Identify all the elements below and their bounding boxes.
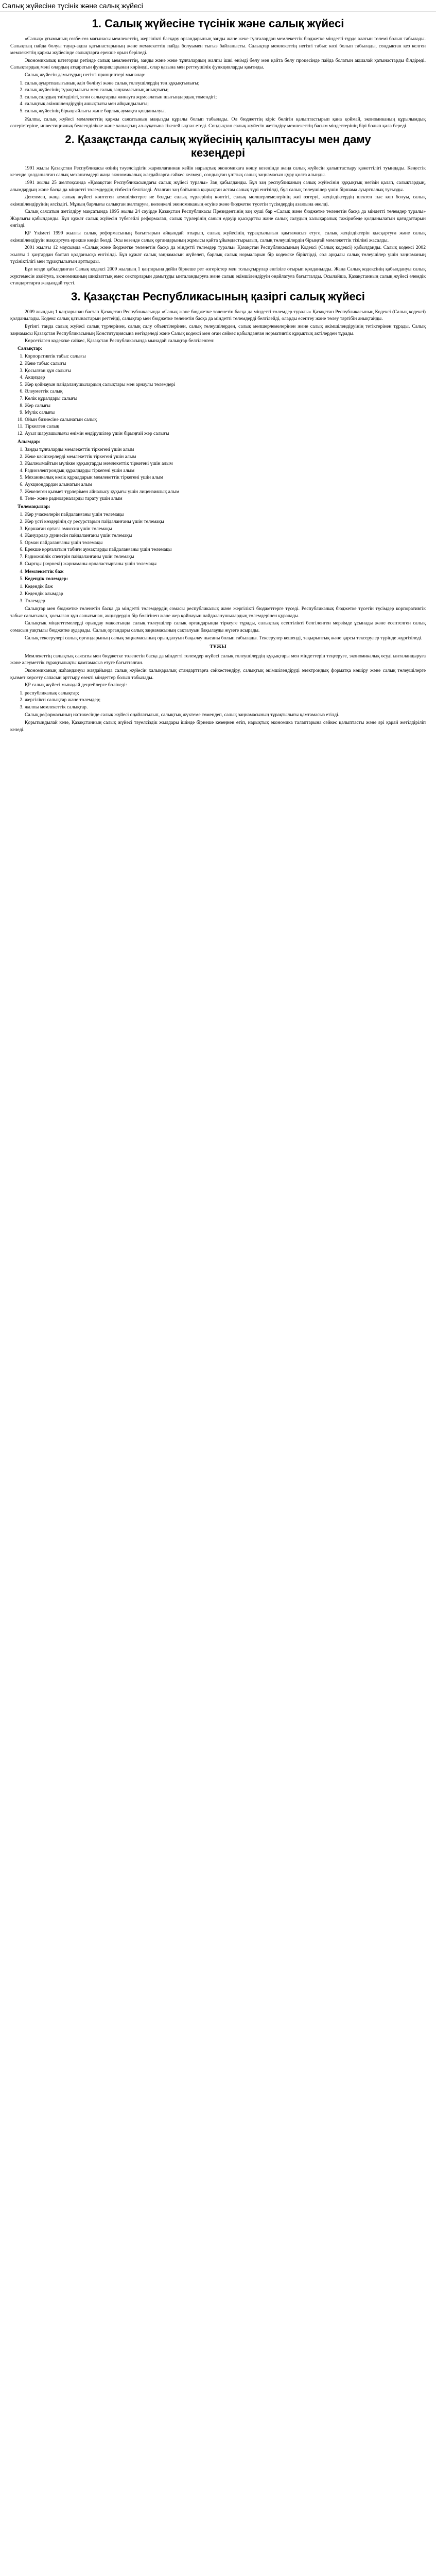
paragraph: Салық тексерулері салық органдарының салық заңнамасының орындалуын бақылау нысаны болып табылады. Тексерулер кешенді, тақырыптық және қарсы тексерулер түрінде жүргізіледі. [25, 635, 423, 641]
list-item: 1. Заңды тұлғаларды мемлекеттік тіркегені үшін алым [25, 446, 426, 453]
list-item: 7. Радиожиілік спектрін пайдаланғаны үшін төлемақы [25, 553, 426, 561]
paragraph: ҚР салық жүйесі мынадай деңгейлерге бөлінеді: [25, 682, 127, 688]
list-item: 3. Төлемдер [25, 598, 426, 605]
list-item: 10. Ойын бизнесіне салынатын салық [25, 416, 426, 423]
list-item: 5. салық жүйесінің бірыңғайлығы және барлық аумақта қолданылуы. [25, 108, 426, 115]
paragraph: Көрсетілген кодекске сәйкес, Қазақстан Республикасында мынадай салықтар белгіленген: [25, 338, 215, 344]
principles-list [10, 80, 426, 115]
list-item: 8. Теле- және радиоарналарды тарату үшін алым [25, 495, 426, 502]
list-item: 5. Жер қойнауын пайдаланушылардың салықтары мен арнаулы төлемдері [25, 381, 426, 388]
paragraph: Салық жүйесін дамытудың негізгі принциптері мыналар: [25, 72, 146, 78]
document-body [0, 12, 436, 733]
list-item: 1. салық ауыртпалығының әділ бөлінуі және салық төлеушілердің тең құқықтылығы; [25, 80, 426, 87]
list-item: 1. Корпоративтік табыс салығы [25, 353, 426, 360]
list-item: 8. Сыртқы (көрнекі) жарнаманы орналастырғаны үшін төлемақы [25, 561, 426, 568]
paragraph: Экономиканың жаһандануы жағдайында салық жүйесін халықаралық стандарттарға сәйкестендіру, салықтық әкімшілендіруді электрондық форматқа көшіру және салық төлеушілерге қызмет көрсету сапасын арттыру өзекті міндеттер болып табылады. [10, 667, 426, 681]
list-item: 2. Кедендік алымдар [25, 590, 426, 598]
list-item: 2. Жеке табыс салығы [25, 360, 426, 367]
list-item: 3. салық салудың тиімділігі, яғни салықтарды жинауға жұмсалатын шығындардың төмендігі; [25, 94, 426, 101]
paragraph: «Салық» ұғымының сөзбе-сөз мағынасы мемлекеттің, жергілікті басқару органдарының заңды және жеке тұлғалардан мемлекеттік бюджетке міндетті түрде алатын төлемі болып табылады. Салықтың пайда болуы тауар-ақша қатынастарының және мемлекеттің пайда болуымен тығыз байланысты. Салықтар мемлекеттің негізгі табыс көзі болып табылады, сондықтан кез келген мемлекеттің қаржы жүйесінде салықтарға ерекше орын беріледі. [10, 36, 426, 56]
paragraph: Жалпы, салық жүйесі мемлекеттің қаржы саясатының маңызды құралы болып табылады. Ол бюджеттің кіріс бөлігін қалыптастырып қана қоймай, экономиканың құрылымдық өзгерістеріне, инвестициялық белсенділікке және халықтың әл-ауқатына тікелей ықпал етеді. Сондықтан салық жүйесін жетілдіру мемлекеттің басым міндеттерінің бірі болып қала береді. [10, 116, 426, 129]
list-item: 2. жергілікті салықтар және төлемдер; [25, 697, 426, 704]
list-item: 2. Жеке кәсіпкерлерді мемлекеттік тіркегені үшін алым [25, 453, 426, 461]
list-item: 4. салықтық әкімшілендірудің ашықтығы мен айқындылығы; [25, 100, 426, 108]
list-item: 8. Жер салығы [25, 402, 426, 410]
paragraph: Бүгінгі таңда салық жүйесі салық түрлерінен, салық салу объектілерінен, салық төлеушілерден, салық мөлшерлемелерінен және салық әкімшілендіруінің тетіктерінен тұрады. Салық заңнамасы Қазақстан Республикасының Конституциясына негізделеді және Салық кодексі мен оған сәйкес қабылданған нормативтік құқықтық актілерден тұрады. [10, 324, 426, 336]
list-item [25, 568, 426, 575]
paragraph: 2009 жылдың 1 қаңтарынан бастап Қазақстан Республикасында «Салық және бюджетке төленетін басқа да міндетті төлемдер туралы» Қазақстан Республикасының Кодексі (Салық кодексі) қолданылады. Кодекс салық қатынастарын реттейді, салықтар мен бюджетке төленетін басқа да міндетті төлемдерді белгілейді, оларды есептеу және төлеу тәртібін анықтайды. [10, 309, 426, 322]
list-item: 6. Аукциондардан алынатын алым [25, 481, 426, 488]
list-item: 7. Көлік құралдары салығы [25, 395, 426, 402]
payments-list [10, 511, 426, 567]
customs-label: Кедендік төлемдер: [25, 575, 68, 582]
paragraph: Салық реформасының нәтижесінде салық жүйесі оңайлатылып, салықтық жүктеме төмендеп, салық заңнамасының тұрақтылығы қамтамасыз етілді. [25, 712, 340, 718]
paragraph: 2001 жылғы 12 маусымда «Салық және бюджетке төленетін басқа да міндетті төлемдер туралы» Қазақстан Республикасының Кодексі (Салық кодексі) қабылданды. Салық кодексі 2002 жылғы 1 қаңтардан бастап қолданысқа енгізілді. Бұл құжат салық заңнамасын жүйелеп, барлық салық нормаларын бір кодекске біріктірді, сол арқылы салық төлеушілер үшін заңнаманың түсініктілігі мен тұрақтылығын арттырды. [10, 245, 426, 265]
paragraph: 1991 жылы 25 желтоқсанда «Қазақстан Республикасындағы салық жүйесі туралы» Заң қабылданды. Бұл заң республиканың салық жүйесінің құқықтық негізін қалап, салықтардың, алымдардың және басқа да міндетті төлемдердің тізбесін белгіледі. Аталған заң бойынша қырықтан астам салық түрі енгізілді, бұл салық төлеушілер үшін біршама ауыртпалық туғызды. [10, 179, 426, 193]
section-2-heading: 2. Қазақстанда салық жүйесінің қалыптасуы мен даму кезеңдері [65, 132, 371, 159]
paragraph: Дегенмен, жаңа салық жүйесі көптеген кемшіліктерге ие болды: салық түрлерінің көптігі, салық мөлшерлемелерінің жиі өзгеруі, жеңілдіктердің шектен тыс көп болуы, салық әкімшілендіруінің әлсіздігі. Мұның барлығы салықтан жалтаруға, көлеңкелі экономиканың өсуіне және бюджетке түсетін түсімдердің азаюына әкелді. [10, 194, 426, 207]
list-item: 7. Жекелеген қызмет түрлерімен айналысу құқығы үшін лицензиялық алым [25, 488, 426, 496]
list-item: 9. Мүлік салығы [25, 409, 426, 416]
list-item: 3. Қосылған құн салығы [25, 367, 426, 375]
customs-list [10, 583, 426, 604]
section-3-heading: 3. Қазақстан Республикасының қазіргі салық жүйесі [71, 290, 365, 303]
list-item [25, 575, 426, 583]
paragraph: Қорытындылай келе, Қазақстанның салық жүйесі тәуелсіздік жылдары ішінде бірнеше кезеңнен өтіп, нарықтық экономика талаптарына сәйкес қалыптасты және әрі қарай жетілдіріліп келеді. [10, 720, 426, 733]
centered-label: ТҰЖЫ [210, 644, 226, 650]
paragraph: Мемлекеттің салықтық саясаты мен бюджетке төленетін басқа да міндетті төлемдер жүйесі салық төлеушілердің құқықтары мен міндеттерін теңгеруге, экономикалық өсуді ынталандыруға және әлеуметтік тұрақтылықты қамтамасыз етуге бағытталған. [10, 653, 426, 666]
taxes-list-title: Салықтар: [18, 345, 43, 351]
paragraph: Салықтық міндеттемелерді орындау мақсатында салық төлеушілер салық органдарында тіркеуге тұрады, салықтық есептілікті белгіленген мерзімде ұсынады және есептелген салық сомасын уақтылы бюджетке аударады. Салық органдары салық заңнамасының сақталуын бақылауды жүзеге асырады. [10, 620, 426, 633]
paragraph: 1991 жылы Қазақстан Республикасы өзінің тәуелсіздігін жариялағаннан кейін нарықтық экономикаға көшу кезеңінде жаңа салық жүйесін қалыптастыру қажеттілігі туындады. Кеңестік кезеңде қолданылған салық механизмдері жаңа экономикалық жағдайларға сәйкес келмеді, сондықтан ұлттық салық заңнамасын құру қолға алынды. [10, 165, 426, 178]
list-item: 3. жалпы мемлекеттік салықтар. [25, 704, 426, 711]
list-item: 6. Әлеуметтік салық [25, 388, 426, 395]
section-1-heading: 1. Салық жүйесіне түсінік және салық жүйесі [92, 17, 344, 30]
list-item: 4. Акциздер [25, 374, 426, 381]
taxes-list [10, 353, 426, 437]
fees-list [10, 446, 426, 502]
list-item: 5. Орман пайдаланғаны үшін төлемақы [25, 539, 426, 547]
list-item: 4. Жануарлар дүниесін пайдаланғаны үшін төлемақы [25, 532, 426, 539]
paragraph: ҚР Үкіметі 1999 жылғы салық реформасының бағыттарын айқындай отырып, салық жүйесінің тұрақтылығын қамтамасыз етуге, салық жеңілдіктерін қысқартуға және салық әкімшілендіруін жақсартуға ерекше көңіл бөлді. Осы кезеңде салық органдарының жұмысы қайта ұйымдастырылып, салық төлеушілердің бірыңғай мемлекеттік тізілімі жасалды. [10, 230, 426, 243]
state-duty-label: Мемлекеттік баж [25, 569, 64, 575]
list-item: 3. Қоршаған ортаға эмиссия үшін төлемақы [25, 526, 426, 533]
paragraph: Салықтар мен бюджетке төленетін басқа да міндетті төлемдердің сомасы республикалық және жергілікті бюджеттерге түседі. Республикалық бюджетке түсетін түсімдер корпоративтік табыс салығынан, қосылған құн салығынан, акциздердің бір бөлігінен және жер қойнауын пайдаланушылардың төлемдерінен құралады. [10, 606, 426, 619]
paragraph: Салық саясатын жетілдіру мақсатында 1995 жылы 24 сәуірде Қазақстан Республикасы Президентінің заң күші бар «Салық және бюджетке төленетін басқа да міндетті төлемдер туралы» Жарлығы қабылданды. Бұл құжат салық жүйесін түбегейлі реформалап, салық түрлерінің санын едәуір қысқартты және салық салудың халықаралық тәжірибеде қолданылатын қағидаттарын енгізді. [10, 209, 426, 229]
list-item: 2. салық жүйесінің тұрақтылығы мен салық заңнамасының анықтығы; [25, 87, 426, 94]
payments-list-title: Төлемақылар: [18, 503, 50, 510]
list-item: 3. Жылжымайтын мүлікке құқықтарды мемлекеттік тіркегені үшін алым [25, 460, 426, 467]
page-header: Салық жүйесіне түсінік және салық жүйесі [0, 0, 436, 12]
fees-list-title: Алымдар: [18, 438, 41, 445]
list-item: 4. Радиоэлектрондық құралдарды тіркегені үшін алым [25, 467, 426, 474]
paragraph: Экономикалық категория ретінде салық мемлекеттің, заңды және жеке тұлғалардың жалпы ішкі өнімді бөлу мен қайта бөлу процесінде пайда болатын ақшалай қатынастарды білдіреді. Салықтардың мәні олардың атқаратын функцияларынан көрінеді, олар қазына мен реттеушілік функцияларды қамтиды. [10, 57, 426, 71]
list-item: 1. Кедендік баж [25, 583, 426, 590]
list-item: 2. Жер үсті көздерінің су ресурстарын пайдаланғаны үшін төлемақы [25, 518, 426, 526]
list-item: 12. Ауыл шаруашылығы өнімін өндірушілер үшін бірыңғай жер салығы [25, 430, 426, 437]
list-item: 1. республикалық салықтар; [25, 690, 426, 697]
list-item: 1. Жер учаскелерін пайдаланғаны үшін төлемақы [25, 511, 426, 518]
levels-list [10, 690, 426, 711]
list-item: 6. Ерекше қорғалатын табиғи аумақтарды пайдаланғаны үшін төлемақы [25, 546, 426, 553]
list-item: 5. Механикалық көлік құралдарын мемлекеттік тіркегені үшін алым [25, 474, 426, 481]
extra-list [10, 568, 426, 582]
list-item: 11. Тіркелген салық [25, 423, 426, 430]
paragraph: Бұл кезде қабылданған Салық кодексі 2009 жылдың 1 қаңтарына дейін бірнеше рет өзгерістер мен толықтырулар енгізіле отырып қолданылды. Жаңа Салық кодексінің қабылдануы салық жүктемесін азайтуға, экономиканың шикізаттық емес секторларын дамытуды ынталандыруға және салық әкімшілендіруін оңайлатуға бағытталды. Осылайша, Қазақстанның салық жүйесі әлемдік стандарттарға жақындай түсті. [10, 266, 426, 286]
